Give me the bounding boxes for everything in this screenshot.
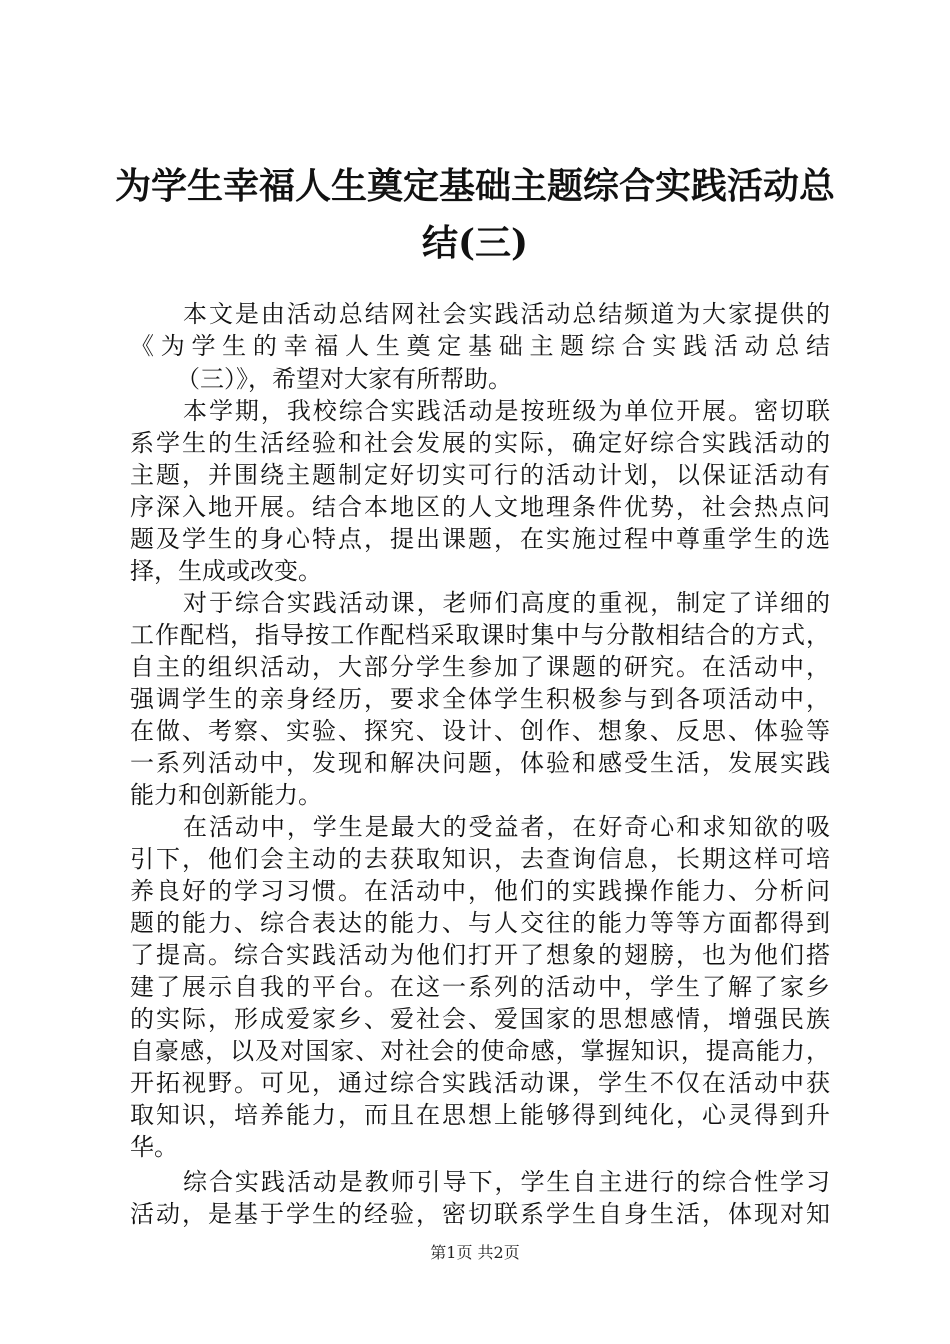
text-line: 活动，是基于学生的经验，密切联系学生自身生活，体现对知 [130,1200,830,1228]
document-title-line-1: 为学生幸福人生奠定基础主题综合实践活动总 [114,165,835,207]
text-line: 的实际，形成爱家乡、爱社会、爱国家的思想感情，增强民族 [130,1005,830,1033]
text-line: 工作配档，指导按工作配档采取课时集中与分散相结合的方式， [130,621,830,649]
text-line: 养良好的学习习惯。在活动中，他们的实践操作能力、分析问 [130,877,830,905]
text-line: 本文是由活动总结网社会实践活动总结频道为大家提供的 [183,300,830,328]
text-line: 取知识，培养能力，而且在思想上能够得到纯化，心灵得到升 [130,1101,830,1129]
text-line: 开拓视野。可见，通过综合实践活动课，学生不仅在活动中获 [130,1069,830,1097]
text-line: 题的能力、综合表达的能力、与人交往的能力等等方面都得到 [130,909,830,937]
text-line: 对于综合实践活动课，老师们高度的重视，制定了详细的 [183,589,830,617]
text-line: 主题，并围绕主题制定好切实可行的活动计划，以保证活动有 [130,461,830,489]
text-line: 《为学生的幸福人生奠定基础主题综合实践活动总结 [130,332,830,360]
text-line: 择，生成或改变。 [130,557,322,585]
text-line: 华。 [130,1133,178,1161]
text-line: 自主的组织活动，大部分学生参加了课题的研究。在活动中， [130,653,830,681]
text-line: 题及学生的身心特点，提出课题，在实施过程中尊重学生的选 [130,525,830,553]
text-line: （三）》，希望对大家有所帮助。 [176,365,512,393]
page-number-footer: 第1页 共2页 [430,1243,520,1262]
text-line: 建了展示自我的平台。在这一系列的活动中，学生了解了家乡 [130,973,830,1001]
text-line: 在活动中，学生是最大的受益者，在好奇心和求知欲的吸 [183,813,830,841]
text-line: 综合实践活动是教师引导下，学生自主进行的综合性学习 [183,1168,830,1196]
text-line: 了提高。综合实践活动为他们打开了想象的翅膀，也为他们搭 [130,941,830,969]
text-line: 在做、考察、实验、探究、设计、创作、想象、反思、体验等 [130,717,830,745]
text-line: 一系列活动中，发现和解决问题，体验和感受生活，发展实践 [130,749,830,777]
text-line: 系学生的生活经验和社会发展的实际，确定好综合实践活动的 [130,429,830,457]
text-line: 引下，他们会主动的去获取知识，去查询信息，长期这样可培 [130,845,830,873]
text-line: 强调学生的亲身经历，要求全体学生积极参与到各项活动中， [130,685,830,713]
document-title-line-2: 结(三) [421,222,529,264]
text-line: 序深入地开展。结合本地区的人文地理条件优势，社会热点问 [130,493,830,521]
text-line: 能力和创新能力。 [130,781,322,809]
text-line: 本学期，我校综合实践活动是按班级为单位开展。密切联 [183,397,830,425]
text-line: 自豪感，以及对国家、对社会的使命感，掌握知识，提高能力， [130,1037,830,1065]
